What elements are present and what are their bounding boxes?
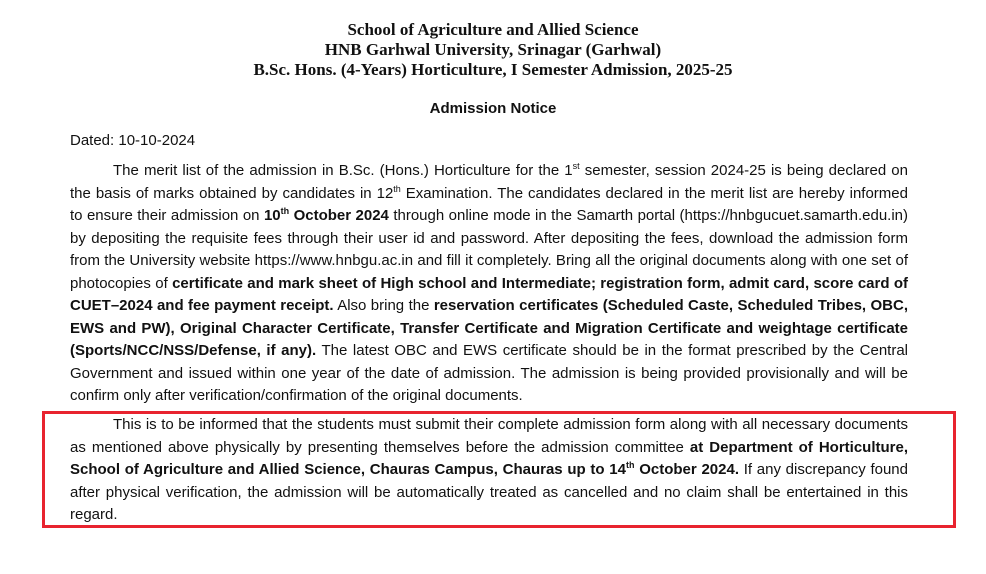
- required-documents-list: certificate and mark sheet of High school and Intermediate; registration form, admit card, score card of CUET–2024 and fee payment receipt.: [70, 274, 908, 314]
- para1-bold-1: 10: [263, 207, 281, 224]
- para1-text-2: semester, session 2024-25 is being declared on the basis of marks obtained by candidates in 12: [70, 162, 908, 202]
- notice-header: [0, 20, 986, 80]
- university-name: HNB Garhwal University, Srinagar (Garhwal): [324, 40, 662, 59]
- notice-date: Dated: 10-10-2024: [70, 132, 196, 149]
- school-name: School of Agriculture and Allied Science: [347, 20, 639, 39]
- para2-bold-1-rest: October 2024.: [634, 461, 739, 478]
- para2-text-2: If any discrepancy found after physical verification, the admission will be automatically treated as cancelled and no claim shall be entertained in this regard.: [70, 461, 908, 523]
- para1-bold-1-rest: October 2024: [289, 207, 389, 224]
- para1-text-6: The latest OBC and EWS certificate should be in the format prescribed by the Central Government and issued within one year of the date of admission. The admission is being provided provisionally and will be confirm only after verification/confirmation of the original documents.: [70, 342, 908, 404]
- admission-deadline-date: [264, 207, 389, 224]
- para1-sup-1: st: [572, 161, 580, 171]
- para1-text-3: Examination. The candidates declared in the merit list are hereby informed to ensure their admission on: [70, 184, 908, 224]
- para1-text-1: The merit list of the admission in B.Sc. (Hons.) Horticulture for the 1: [113, 162, 573, 179]
- para1-text-5: Also bring the: [333, 297, 434, 314]
- merit-list-paragraph: [70, 160, 908, 408]
- program-title: B.Sc. Hons. (4-Years) Horticulture, I Semester Admission, 2025-25: [253, 60, 733, 79]
- para1-bold-sup: th: [280, 206, 290, 216]
- para1-text-4: through online mode in the Samarth portal (https://hnbgucuet.samarth.edu.in) by depositing the requisite fees through their user id and password. After depositing the fees, download the admission form from the University website https://www.hnbgu.ac.in and fill it completely. Bring all the original documents along with one set of photocopies of: [70, 207, 908, 292]
- notice-title: Admission Notice: [429, 100, 557, 117]
- para2-bold-1: at Department of Horticulture, School of Agriculture and Allied Science, Chauras Campus, Chauras up to 14: [70, 438, 908, 478]
- para2-text-1: This is to be informed that the students must submit their complete admission form along with all necessary documents as mentioned above physically by presenting themselves before the admission committee: [70, 416, 908, 456]
- para2-bold-sup: th: [625, 460, 635, 470]
- physical-submission-paragraph: [70, 414, 908, 527]
- para1-sup-2: th: [393, 183, 401, 194]
- reservation-certificates-list: reservation certificates (Scheduled Caste, Scheduled Tribes, OBC, EWS and PW), Original Character Certificate, Transfer Certificate and Migration Certificate and weightage certificate (Sports/NCC/NSS/Defense, if any).: [70, 297, 908, 359]
